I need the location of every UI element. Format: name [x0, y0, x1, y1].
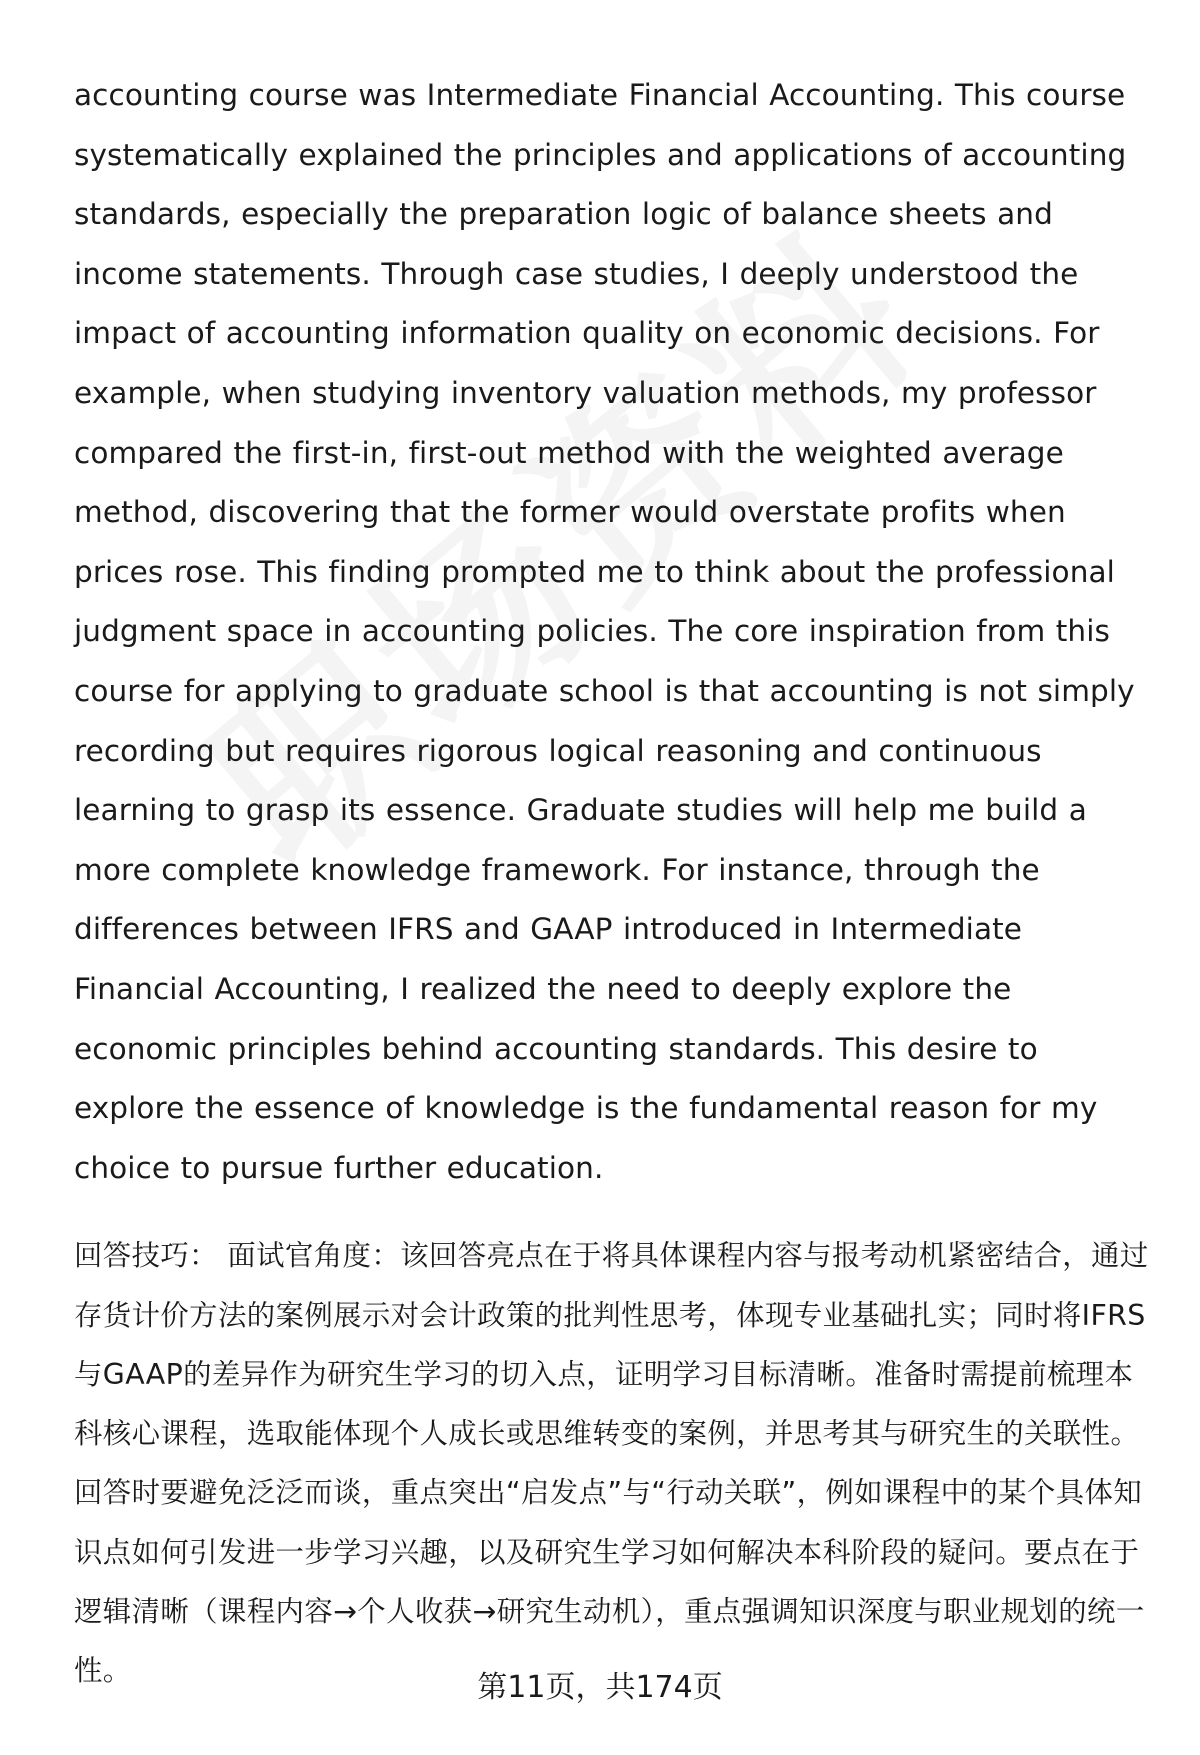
document-body: [74, 66, 1156, 1701]
page-number: 第11页，共174页: [477, 1670, 723, 1705]
answer-paragraph: accounting course was Intermediate Financial Accounting. This course systematically explained the principles and applications of accounting standards, especially the preparation logic of balance sheets and income statements. Through case studies, I deeply understood the impact of accounting information quality on economic decisions. For example, when studying inventory valuation methods, my professor compared the first-in, first-out method with the weighted average method, discovering that the former would overstate profits when prices rose. This finding prompted me to think about the professional judgment space in accounting policies. The core inspiration from this course for applying to graduate school is that accounting is not simply recording but requires rigorous logical reasoning and continuous learning to grasp its essence. Graduate studies will help me build a more complete knowledge framework. For instance, through the differences between IFRS and GAAP introduced in Intermediate Financial Accounting, I realized the need to deeply explore the economic principles behind accounting standards. This desire to explore the essence of knowledge is the fundamental reason for my choice to pursue further education.: [74, 78, 1135, 1185]
answer-tip-paragraph: 回答技巧： 面试官角度：该回答亮点在于将具体课程内容与报考动机紧密结合，通过存货计价方法的案例展示对会计政策的批判性思考，体现专业基础扎实；同时将IFRS与GAAP的差异作为研究生学习的切入点，证明学习目标清晰。准备时需提前梳理本科核心课程，选取能体现个人成长或思维转变的案例，并思考其与研究生的关联性。回答时要避免泛泛而谈，重点突出“启发点”与“行动关联”，例如课程中的某个具体知识点如何引发进一步学习兴趣，以及研究生学习如何解决本科阶段的疑问。要点在于逻辑清晰（课程内容→个人收获→研究生动机），重点强调知识深度与职业规划的统一性。: [74, 1239, 1149, 1688]
